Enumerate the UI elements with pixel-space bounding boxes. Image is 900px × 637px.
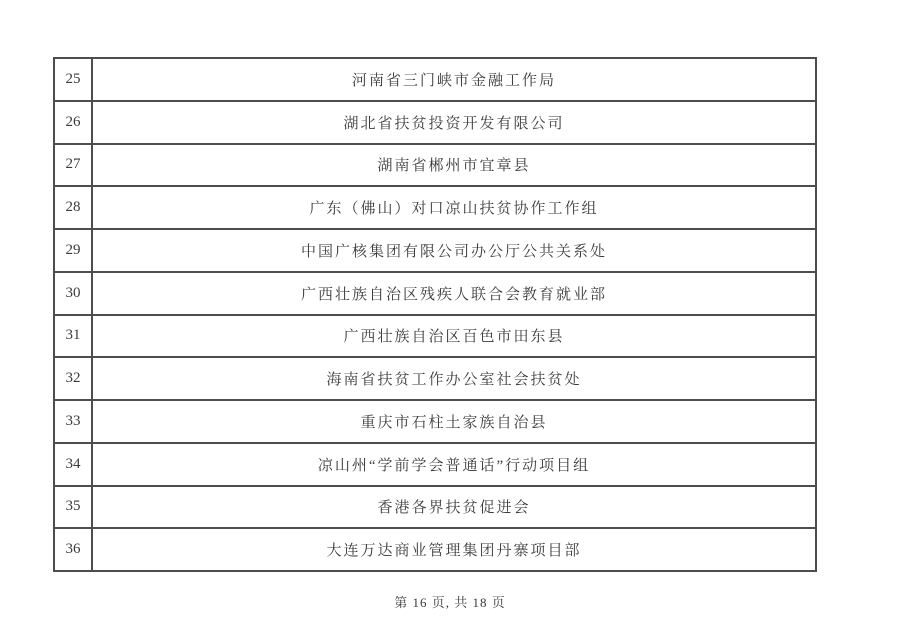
row-number-cell: 32	[55, 358, 93, 399]
table-row	[55, 485, 815, 528]
row-name-cell: 湖北省扶贫投资开发有限公司	[343, 115, 565, 132]
row-name-cell: 湖南省郴州市宜章县	[377, 158, 531, 175]
row-name-cell: 中国广核集团有限公司办公厅公共关系处	[300, 243, 607, 260]
row-name-cell: 凉山州“学前学会普通话”行动项目组	[317, 457, 591, 474]
table-row	[55, 314, 815, 357]
table-row	[55, 185, 815, 228]
table-row	[55, 442, 815, 485]
table-row	[55, 228, 815, 271]
row-number-cell: 33	[55, 401, 93, 442]
row-number-cell: 25	[55, 59, 93, 100]
table-row	[55, 527, 815, 570]
row-name-cell: 河南省三门峡市金融工作局	[351, 72, 556, 89]
page-number-indicator: 第 16 页, 共 18 页	[394, 595, 506, 610]
row-number-cell: 30	[55, 273, 93, 314]
table-row	[55, 399, 815, 442]
table-row	[55, 271, 815, 314]
row-number-cell: 34	[55, 444, 93, 485]
row-name-cell: 广东（佛山）对口凉山扶贫协作工作组	[309, 201, 599, 218]
row-number-cell: 31	[55, 316, 93, 357]
row-number-cell: 27	[55, 145, 93, 186]
row-number-cell: 36	[55, 529, 93, 570]
table-row	[55, 356, 815, 399]
row-name-cell: 重庆市石柱土家族自治县	[360, 414, 548, 431]
row-name-cell: 海南省扶贫工作办公室社会扶贫处	[326, 372, 582, 389]
row-number-cell: 29	[55, 230, 93, 271]
table-row	[55, 59, 815, 100]
row-number-cell: 35	[55, 487, 93, 528]
row-number-cell: 28	[55, 187, 93, 228]
row-name-cell: 广西壮族自治区残疾人联合会教育就业部	[300, 286, 607, 303]
org-table	[53, 57, 817, 572]
row-name-cell: 大连万达商业管理集团丹寨项目部	[326, 543, 582, 560]
table-row	[55, 143, 815, 186]
table-row	[55, 100, 815, 143]
row-name-cell: 广西壮族自治区百色市田东县	[343, 329, 565, 346]
row-name-cell: 香港各界扶贫促进会	[377, 500, 531, 517]
row-number-cell: 26	[55, 102, 93, 143]
